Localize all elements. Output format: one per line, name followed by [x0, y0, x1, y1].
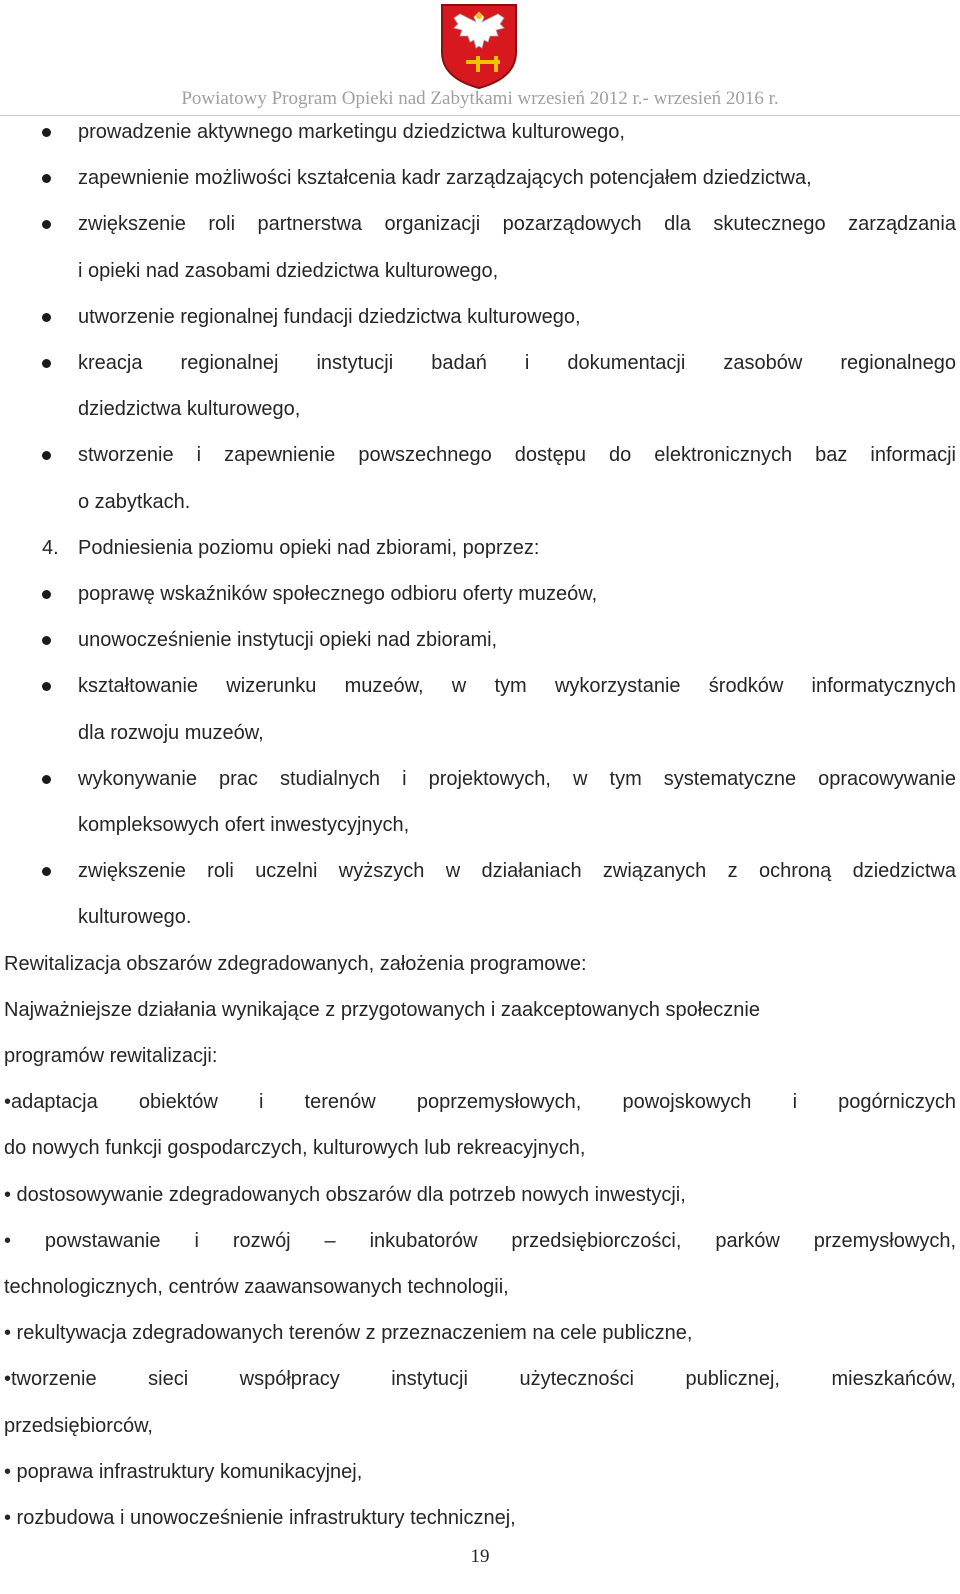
list-item-line: stworzenie i zapewnienie powszechnego dostępu do elektronicznych baz informacji — [78, 444, 956, 467]
list-item-line: • rozbudowa i unowocześnienie infrastruktury technicznej, — [4, 1507, 516, 1529]
bullet-icon — [42, 775, 51, 784]
list-item-line: i opieki nad zasobami dziedzictwa kulturowego, — [78, 259, 499, 282]
running-title: Powiatowy Program Opieki nad Zabytkami wrzesień 2012 r.- wrzesień 2016 r. — [181, 88, 779, 109]
list-item-line: do nowych funkcji gospodarczych, kulturowych lub rekreacyjnych, — [4, 1137, 586, 1160]
list-item-line: wykonywanie prac studialnych i projektowych, w tym systematyczne opracowywanie — [78, 767, 956, 790]
bullet-icon — [42, 636, 51, 645]
bullet-icon — [42, 359, 51, 368]
list-item-line: zapewnienie możliwości kształcenia kadr zarządzających potencjałem dziedzictwa, — [78, 167, 812, 190]
list-item-line: • powstawanie i rozwój – inkubatorów przedsiębiorczości, parków przemysłowych, — [4, 1229, 956, 1252]
coat-of-arms-icon — [438, 2, 520, 90]
list-item-line: o zabytkach. — [78, 490, 191, 513]
header-rule — [0, 115, 960, 116]
section-title: Rewitalizacja obszarów zdegradowanych, założenia programowe: — [4, 952, 587, 975]
list-item-line: •tworzenie sieci współpracy instytucji użyteczności publicznej, mieszkańców, — [4, 1368, 956, 1391]
section-number: 4. — [42, 536, 59, 559]
bullet-icon — [42, 128, 51, 137]
paragraph-line: Najważniejsze działania wynikające z przygotowanych i zaakceptowanych społecznie — [4, 998, 760, 1021]
bullet-icon — [42, 313, 51, 322]
list-item-line: kreacja regionalnej instytucji badań i dokumentacji zasobów regionalnego — [78, 352, 956, 374]
list-item-line: technologicznych, centrów zaawansowanych technologii, — [4, 1276, 509, 1298]
list-item-line: kulturowego. — [78, 906, 192, 929]
page-header — [0, 0, 960, 118]
bullet-icon — [42, 590, 51, 599]
list-item-line: zwiększenie roli partnerstwa organizacji pozarządowych dla skutecznego zarządzania — [78, 213, 956, 236]
list-item-line: kształtowanie wizerunku muzeów, w tym wykorzystanie środków informatycznych — [78, 675, 956, 698]
bullet-icon — [42, 451, 51, 460]
list-item-line: • dostosowywanie zdegradowanych obszarów dla potrzeb nowych inwestycji, — [4, 1183, 686, 1206]
bullet-icon — [42, 867, 51, 876]
paragraph-line: programów rewitalizacji: — [4, 1045, 218, 1067]
list-item-line: dziedzictwa kulturowego, — [78, 398, 301, 421]
bullet-icon — [42, 174, 51, 183]
list-item-line: • poprawa infrastruktury komunikacyjnej, — [4, 1460, 363, 1483]
bullet-icon — [42, 220, 51, 229]
list-item-line: unowocześnienie instytucji opieki nad zbiorami, — [78, 629, 498, 652]
list-item-line: •adaptacja obiektów i terenów poprzemysłowych, powojskowych i pogórniczych — [4, 1091, 956, 1114]
section-heading: Podniesienia poziomu opieki nad zbiorami, poprzez: — [78, 536, 540, 559]
bullet-icon — [42, 682, 51, 691]
list-item-line: prowadzenie aktywnego marketingu dziedzictwa kulturowego, — [78, 121, 625, 143]
list-item-line: przedsiębiorców, — [4, 1414, 153, 1437]
list-item-line: • rekultywacja zdegradowanych terenów z przeznaczeniem na cele publiczne, — [4, 1322, 693, 1345]
list-item-line: poprawę wskaźników społecznego odbioru oferty muzeów, — [78, 583, 598, 605]
page-number: 19 — [470, 1546, 490, 1567]
list-item-line: utworzenie regionalnej fundacji dziedzictwa kulturowego, — [78, 305, 581, 328]
list-item-line: kompleksowych ofert inwestycyjnych, — [78, 814, 410, 836]
list-item-line: dla rozwoju muzeów, — [78, 721, 264, 744]
list-item-line: zwiększenie roli uczelni wyższych w działaniach związanych z ochroną dziedzictwa — [78, 860, 956, 883]
